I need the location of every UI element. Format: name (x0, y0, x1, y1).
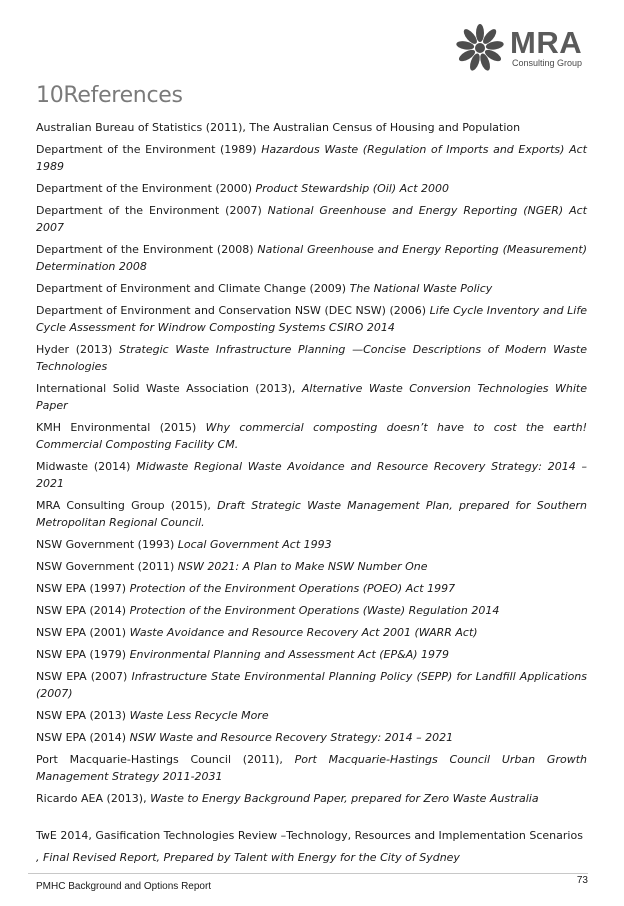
footer-title: PMHC Background and Options Report (36, 881, 212, 892)
reference-item (36, 729, 587, 746)
reference-title: National Greenhouse and Energy Reporting (NGER) Act 2007 (36, 204, 587, 234)
reference-item (36, 751, 587, 785)
reference-text: NSW EPA (2001) (36, 626, 130, 639)
reference-item (36, 302, 587, 336)
reference-text: Ricardo AEA (2013), (36, 792, 151, 805)
reference-text: NSW EPA (2014) (36, 731, 130, 744)
reference-title: Alternative Waste Conversion Technologies White Paper (36, 382, 587, 412)
footer-divider (28, 873, 588, 874)
reference-item (36, 119, 587, 136)
reference-title: , Final Revised Report, Prepared by Talent with Energy for the City of Sydney (36, 851, 460, 864)
reference-item (36, 141, 587, 175)
logo-wordmark: MRA (510, 25, 583, 60)
reference-item (36, 202, 587, 236)
reference-title: Product Stewardship (Oil) Act 2000 (255, 182, 449, 195)
reference-title: Waste Avoidance and Resource Recovery Act 2001 (WARR Act) (129, 626, 478, 639)
reference-title: Waste to Energy Background Paper, prepared for Zero Waste Australia (150, 792, 539, 805)
reference-title: Life Cycle Inventory and Life Cycle Assessment for Windrow Composting Systems CSIRO 2014 (36, 304, 587, 334)
mra-logo (452, 22, 602, 74)
reference-title: Port Macquarie-Hastings Council Urban Growth Management Strategy 2011-2031 (36, 753, 587, 783)
reference-title: Protection of the Environment Operations (POEO) Act 1997 (129, 582, 456, 595)
reference-item (36, 536, 587, 553)
reference-text: Department of the Environment (2000) (36, 182, 256, 195)
reference-text: Midwaste (2014) (36, 460, 137, 473)
reference-item (36, 624, 587, 641)
reference-title: Environmental Planning and Assessment Act (EP&A) 1979 (129, 648, 450, 661)
reference-text: NSW EPA (1997) (36, 582, 130, 595)
reference-text: NSW Government (1993) (36, 538, 178, 551)
reference-text: Port Macquarie-Hastings Council (2011), (36, 753, 295, 766)
reference-text: Department of Environment and Climate Change (2009) (36, 282, 350, 295)
reference-item (36, 790, 587, 807)
page-number: 73 (576, 875, 588, 886)
reference-text: International Solid Waste Association (2013), (36, 382, 302, 395)
reference-title: Local Government Act 1993 (177, 538, 332, 551)
reference-title: The National Waste Policy (349, 282, 493, 295)
reference-title: National Greenhouse and Energy Reporting (Measurement) Determination 2008 (36, 243, 587, 273)
reference-item (36, 341, 587, 375)
reference-text: NSW EPA (2007) (36, 670, 132, 683)
mra-logo-icon (452, 22, 508, 74)
reference-title: Draft Strategic Waste Management Plan, prepared for Southern Metropolitan Regional Council. (36, 499, 587, 529)
reference-item (36, 707, 587, 724)
reference-title: Waste Less Recycle More (129, 709, 269, 722)
reference-title: Why commercial composting doesn’t have to cost the earth! Commercial Composting Facility CM. (36, 421, 588, 451)
reference-item (36, 827, 587, 844)
reference-text: NSW EPA (2014) (36, 604, 130, 617)
reference-title: Hazardous Waste (Regulation of Imports and Exports) Act 1989 (36, 143, 587, 173)
reference-item (36, 580, 587, 597)
reference-text: Department of the Environment (2008) (36, 243, 258, 256)
reference-title: Infrastructure State Environmental Planning Policy (SEPP) for Landfill Applications (2007) (36, 670, 587, 700)
reference-item (36, 380, 587, 414)
reference-item (36, 602, 587, 619)
reference-text: Department of Environment and Conservation NSW (DEC NSW) (2006) (36, 304, 430, 317)
reference-item (36, 558, 587, 575)
reference-text: KMH Environmental (2015) (36, 421, 206, 434)
section-heading: 10References (36, 83, 183, 108)
reference-list (36, 119, 587, 871)
reference-item (36, 180, 587, 197)
reference-title: NSW Waste and Resource Recovery Strategy: 2014 – 2021 (129, 731, 454, 744)
reference-item (36, 668, 587, 702)
reference-item (36, 646, 587, 663)
reference-text: Hyder (2013) (36, 343, 119, 356)
reference-title: NSW 2021: A Plan to Make NSW Number One (177, 560, 428, 573)
reference-text: MRA Consulting Group (2015), (36, 499, 218, 512)
reference-text: Australian Bureau of Statistics (2011), The Australian Census of Housing and Population (36, 121, 521, 134)
logo-subtitle: Consulting Group (512, 58, 583, 68)
reference-text: TwE 2014, Gasification Technologies Review –Technology, Resources and Implementation Scenarios (36, 829, 583, 842)
reference-item (36, 497, 587, 531)
reference-title: Midwaste Regional Waste Avoidance and Resource Recovery Strategy: 2014 – 2021 (36, 460, 588, 490)
reference-text: NSW Government (2011) (36, 560, 178, 573)
reference-text: Department of the Environment (2007) (36, 204, 268, 217)
reference-item (36, 241, 587, 275)
reference-item (36, 419, 587, 453)
reference-item (36, 458, 587, 492)
reference-item (36, 280, 587, 297)
reference-text: NSW EPA (1979) (36, 648, 130, 661)
reference-text: Department of the Environment (1989) (36, 143, 262, 156)
reference-text: NSW EPA (2013) (36, 709, 130, 722)
reference-title: Protection of the Environment Operations (Waste) Regulation 2014 (129, 604, 500, 617)
reference-item (36, 849, 587, 866)
reference-title: Strategic Waste Infrastructure Planning —Concise Descriptions of Modern Waste Technologies (36, 343, 587, 373)
